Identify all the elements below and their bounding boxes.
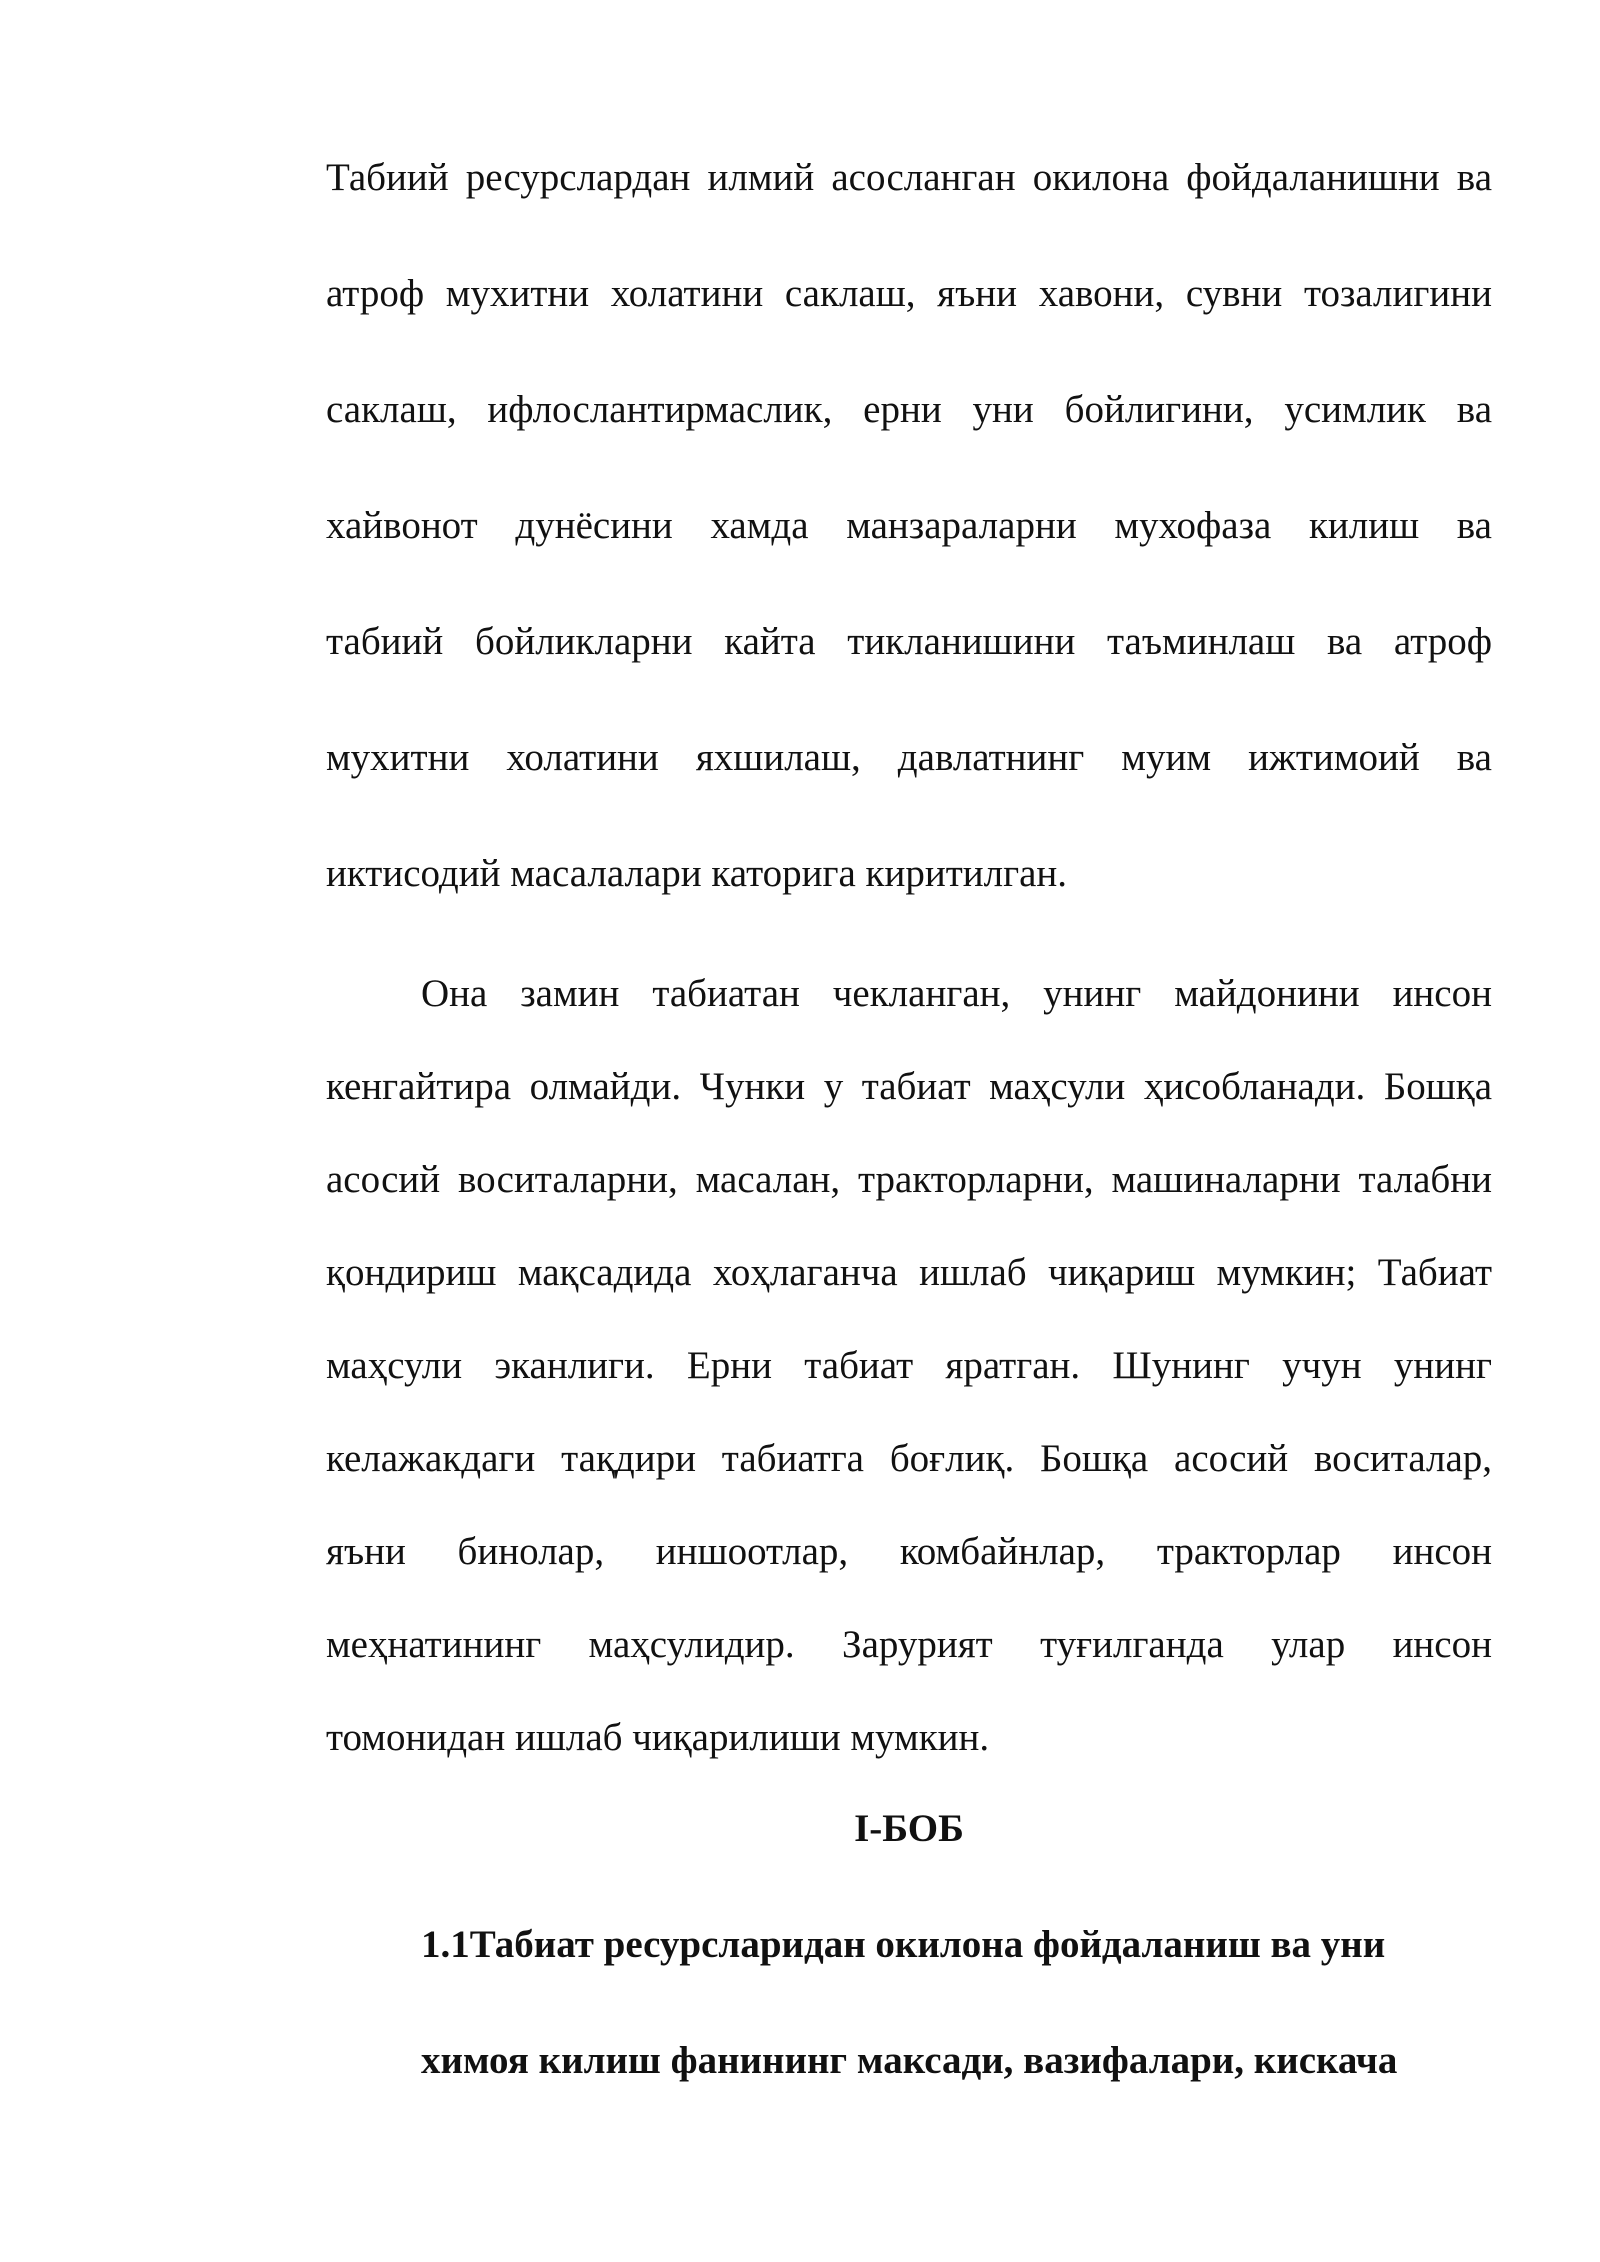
paragraph-line: кенгайтира олмайди. Чунки у табиат маҳсули ҳисобланади. Бошқа <box>326 1065 1492 1108</box>
paragraph-line: хайвонот дунёсини хамда манзараларни мухофаза килиш ва <box>326 504 1492 547</box>
paragraph-line: келажакдаги тақдири табиатга боғлиқ. Бошқа асосий воситалар, <box>326 1437 1492 1480</box>
chapter-title: I-БОБ <box>854 1807 964 1850</box>
paragraph-line: иктисодий масалалари каторига киритилган. <box>326 852 1068 895</box>
paragraph-line: атроф мухитни холатини саклаш, яъни хавони, сувни тозалигини <box>326 272 1492 315</box>
paragraph-1 <box>326 155 1492 967</box>
paragraph-line: яъни бинолар, иншоотлар, комбайнлар, тракторлар инсон <box>326 1530 1492 1573</box>
paragraph-line: асосий воситаларни, масалан, тракторларни, машиналарни талабни <box>326 1158 1492 1201</box>
paragraph-line: мухитни холатини яхшилаш, давлатнинг муим ижтимоий ва <box>326 736 1492 779</box>
paragraph-line: маҳсули эканлиги. Ерни табиат яратган. Шунинг учун унинг <box>326 1344 1492 1387</box>
section-heading-line-1: 1.1Табиат ресурсларидан окилона фойдаланиш ва уни <box>421 1923 1386 1966</box>
section-heading-line-2: химоя килиш фанининг максади, вазифалари, кискача <box>421 2039 1398 2082</box>
paragraph-line: саклаш, ифлослантирмаслик, ерни уни бойлигини, усимлик ва <box>326 388 1492 431</box>
paragraph-line: қондириш мақсадида хоҳлаганча ишлаб чиқариш мумкин; Табиат <box>326 1251 1492 1294</box>
paragraph-line: табиий бойликларни кайта тикланишини таъминлаш ва атроф <box>326 620 1492 663</box>
paragraph-line: Табиий ресурслардан илмий асосланган окилона фойдаланишни ва <box>326 156 1492 199</box>
paragraph-2 <box>326 971 1492 1808</box>
paragraph-line: томонидан ишлаб чиқарилиши мумкин. <box>326 1716 990 1759</box>
paragraph-line: меҳнатининг маҳсулидир. Зарурият туғилганда улар инсон <box>326 1623 1492 1666</box>
paragraph-line: Она замин табиатан чекланган, унинг майдонини инсон <box>421 972 1492 1015</box>
